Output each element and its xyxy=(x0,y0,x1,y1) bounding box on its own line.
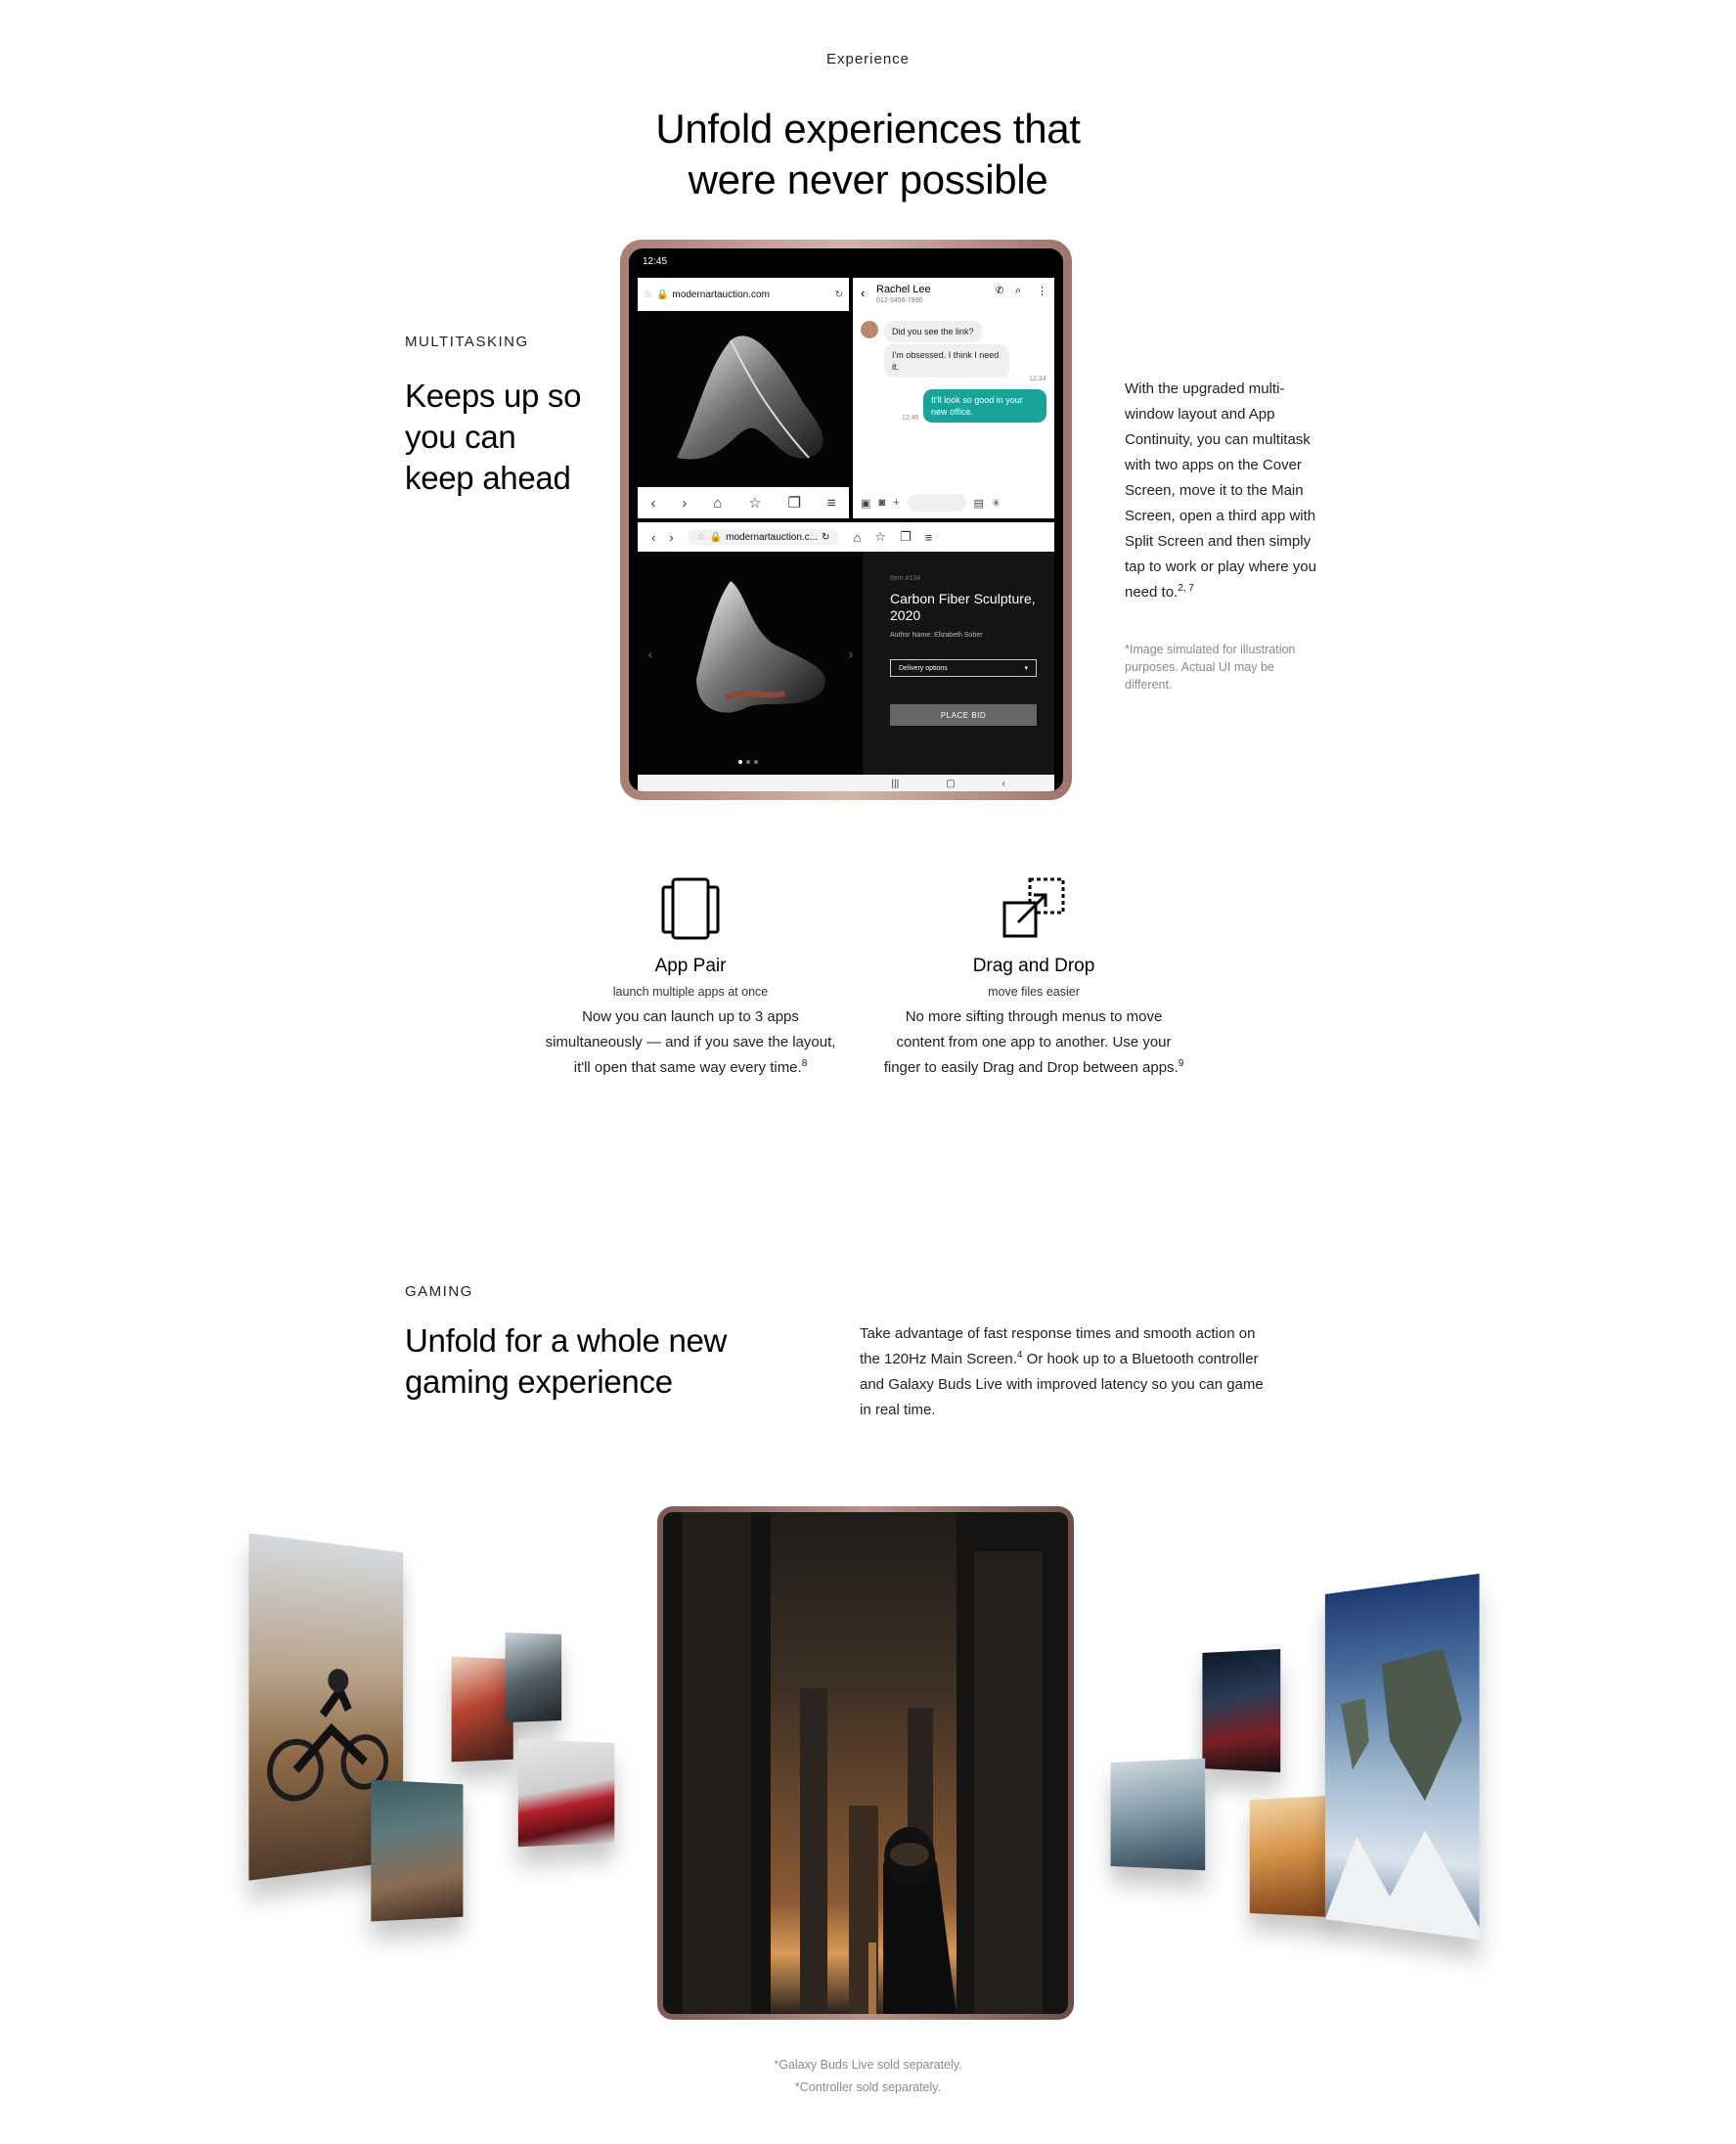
author-name: Author Name: Elizabeth Sober xyxy=(890,632,983,639)
game-tile-samurai xyxy=(506,1632,562,1722)
section-eyebrow-experience: Experience xyxy=(825,51,911,67)
forward-icon[interactable]: › xyxy=(669,529,674,545)
voice-icon[interactable]: ✳ xyxy=(991,497,1002,510)
bookmark-icon[interactable]: ☆ xyxy=(874,529,886,544)
footnote-ref[interactable]: 8 xyxy=(801,1058,808,1069)
body-line: in real time. xyxy=(860,1402,936,1418)
body-line: Screen, open a third app with xyxy=(1125,508,1316,524)
delivery-select[interactable] xyxy=(890,659,1037,677)
fold-phone-gaming xyxy=(657,1506,1074,2020)
more-icon[interactable]: ⋮ xyxy=(1037,286,1047,297)
multitasking-eyebrow: MULTITASKING xyxy=(405,334,529,350)
phone-screen xyxy=(629,248,1063,791)
home-icon[interactable]: ⌂ xyxy=(853,529,862,545)
svg-text:‹: ‹ xyxy=(647,648,653,663)
search-icon[interactable]: ⌕ xyxy=(1015,285,1022,296)
feature-body-line: content from one app to another. Use your xyxy=(896,1034,1172,1050)
page-title xyxy=(0,104,1736,205)
contact-name: Rachel Lee xyxy=(876,284,931,295)
heading-line: Unfold for a whole new xyxy=(405,1322,728,1359)
place-bid-button[interactable]: PLACE BID xyxy=(890,704,1037,726)
compose-bar xyxy=(853,489,1054,516)
lock-icon: 🔒 xyxy=(709,531,723,543)
bookmark-icon[interactable]: ☆ xyxy=(748,495,762,512)
game-tile-soldier xyxy=(1111,1759,1206,1870)
item-title-line: Carbon Fiber Sculpture, xyxy=(890,591,1036,606)
feature-title: Drag and Drop xyxy=(972,956,1095,976)
body-line: Continuity, you can multitask xyxy=(1125,431,1311,448)
camera-icon[interactable]: ◙ xyxy=(878,497,886,509)
tabs-icon[interactable]: ❐ xyxy=(899,529,912,544)
body-line-text: Or hook up to a Bluetooth controller xyxy=(1022,1351,1259,1367)
message-bubble-incoming: Did you see the link? xyxy=(884,321,982,342)
game-tile-desert-car xyxy=(1250,1796,1333,1917)
sculpture-image-2 xyxy=(638,552,863,775)
drag-and-drop-icon-svg xyxy=(1001,875,1067,942)
back-icon[interactable]: ‹ xyxy=(651,529,656,545)
gallery-icon[interactable]: ▣ xyxy=(861,497,871,510)
back-icon[interactable]: ‹ xyxy=(1002,778,1005,789)
sticker-icon[interactable]: ▤ xyxy=(973,497,984,510)
feature-body-line: Now you can launch up to 3 apps xyxy=(582,1008,799,1025)
gaming-body xyxy=(860,1321,1270,1423)
menu-icon[interactable]: ≡ xyxy=(924,529,933,545)
feature-app-pair xyxy=(534,875,847,1081)
recents-icon[interactable]: ||| xyxy=(891,778,900,789)
browser-pane-top[interactable] xyxy=(638,278,849,518)
app-pair-icon xyxy=(659,875,722,942)
feature-body xyxy=(872,1005,1195,1081)
disclaimer-line: *Image simulated for illustration xyxy=(1125,643,1296,656)
body-line-text: need to. xyxy=(1125,584,1179,601)
feature-body-line: simultaneously — and if you save the layout, xyxy=(545,1034,836,1050)
status-time: 12:45 xyxy=(643,256,668,267)
page-title-line-2: were never possible xyxy=(688,156,1048,202)
game-tile-basketball xyxy=(1202,1649,1280,1772)
feature-subtitle: launch multiple apps at once xyxy=(612,985,769,999)
feature-body-text: finger to easily Drag and Drop between apps. xyxy=(883,1059,1179,1076)
sculpture-art xyxy=(638,552,863,775)
heading-line: Keeps up so xyxy=(405,378,582,414)
page-title-line-1: Unfold experiences that xyxy=(655,106,1081,152)
multitasking-heading xyxy=(405,376,581,499)
disclaimer-line: different. xyxy=(1125,678,1173,692)
body-line: window layout and App xyxy=(1125,406,1275,423)
message-time: 12:34 xyxy=(1029,376,1046,382)
heading-line: gaming experience xyxy=(405,1363,673,1400)
footnote-ref[interactable]: 4 xyxy=(1016,1350,1023,1361)
message-input[interactable] xyxy=(908,494,966,512)
gaming-disclaimer-buds: *Galaxy Buds Live sold separately. xyxy=(774,2058,962,2072)
game-tile-floating-island xyxy=(1325,1574,1480,1940)
reload-icon[interactable]: ↻ xyxy=(834,289,843,300)
disclaimer-line: purposes. Actual UI may be xyxy=(1125,660,1274,674)
sculpture-art xyxy=(638,311,849,487)
heading-line: keep ahead xyxy=(405,460,571,496)
body-line: Screen, move it to the Main xyxy=(1125,482,1304,499)
body-line: with two apps on the Cover xyxy=(1125,457,1302,473)
body-line: With the upgraded multi- xyxy=(1125,380,1285,397)
gaming-eyebrow: GAMING xyxy=(405,1283,473,1300)
back-icon[interactable]: ‹ xyxy=(650,494,656,512)
message-time: 12:45 xyxy=(902,415,919,422)
footnote-ref[interactable]: 9 xyxy=(1178,1058,1184,1069)
feature-body-line xyxy=(872,1055,1195,1081)
app-pair-icon-svg xyxy=(659,875,722,942)
menu-icon[interactable]: ≡ xyxy=(826,494,836,512)
body-line: and Galaxy Buds Live with improved latency so you can game xyxy=(860,1376,1264,1393)
game-tile-red-city xyxy=(452,1657,513,1763)
star-icon[interactable]: ☆ xyxy=(696,531,706,543)
multitasking-body xyxy=(1125,377,1350,605)
forward-icon[interactable]: › xyxy=(682,494,688,512)
feature-body-line xyxy=(534,1055,847,1081)
star-icon[interactable]: ☆ xyxy=(644,289,652,300)
body-line: Split Screen and then simply xyxy=(1125,533,1312,550)
tabs-icon[interactable]: ❐ xyxy=(787,495,801,512)
body-line: Take advantage of fast response times and smooth action on xyxy=(860,1325,1256,1342)
gaming-screen xyxy=(663,1512,1068,2014)
body-line: tap to work or play where you xyxy=(1125,558,1316,575)
footnote-ref[interactable]: 2, 7 xyxy=(1178,583,1194,594)
sculpture-image xyxy=(638,311,849,487)
gaming-disclaimer-controller: *Controller sold separately. xyxy=(794,2080,942,2094)
feature-subtitle: move files easier xyxy=(988,985,1080,999)
browser-url-field[interactable] xyxy=(688,529,840,546)
message-bubble-outgoing: It'll look so good in your new office. xyxy=(923,389,1046,423)
body-line xyxy=(860,1347,1270,1372)
item-title xyxy=(890,591,1036,624)
item-number: Item #134 xyxy=(890,575,921,582)
fold-phone-multiwindow xyxy=(620,240,1072,800)
auction-item-panel xyxy=(863,552,1054,775)
browser-url-bar[interactable] xyxy=(644,284,843,305)
browser-nav-bar xyxy=(638,489,849,516)
messages-pane[interactable] xyxy=(853,278,1054,518)
item-title-line: 2020 xyxy=(890,607,921,623)
floating-island-art xyxy=(1325,1574,1480,1940)
feature-body-line: No more sifting through menus to move xyxy=(905,1008,1163,1025)
feature-body-text: it'll open that same way every time. xyxy=(573,1059,802,1076)
feature-body xyxy=(534,1005,847,1081)
body-line-text: the 120Hz Main Screen. xyxy=(860,1351,1017,1367)
body-line xyxy=(1125,580,1350,605)
reload-icon[interactable]: ↻ xyxy=(822,531,830,543)
gaming-heading xyxy=(405,1320,727,1403)
lock-icon: 🔒 xyxy=(655,289,669,300)
home-icon[interactable]: ⌂ xyxy=(713,494,723,512)
game-tile-wanderer xyxy=(371,1780,463,1922)
drag-and-drop-icon xyxy=(1001,875,1067,942)
browser-toolbar xyxy=(638,522,1054,552)
call-icon[interactable]: ✆ xyxy=(996,286,1004,296)
svg-text:›: › xyxy=(848,648,854,663)
heading-line: you can xyxy=(405,419,516,455)
cyber-city-art xyxy=(663,1512,1068,2014)
message-bubble-incoming: I'm obsessed. I think I need it. xyxy=(884,344,1009,378)
browser-url[interactable]: modernartauction.com xyxy=(672,289,770,300)
browser-url[interactable]: modernartauction.c... xyxy=(726,531,819,543)
game-tile-racing-car xyxy=(518,1739,614,1847)
multitasking-disclaimer xyxy=(1125,641,1340,693)
feature-drag-and-drop xyxy=(872,875,1195,1081)
avatar xyxy=(861,321,878,338)
browser-pane-bottom[interactable] xyxy=(638,522,1054,775)
chevron-left-icon[interactable]: ‹ xyxy=(861,286,866,300)
plus-icon[interactable]: + xyxy=(893,497,900,509)
home-button-icon[interactable]: ▢ xyxy=(946,778,956,789)
contact-number: 012-3456-7890 xyxy=(876,297,923,304)
chevron-down-icon: ▾ xyxy=(1024,665,1028,672)
feature-title: App Pair xyxy=(654,956,727,976)
system-nav-bar xyxy=(638,775,1054,791)
delivery-select-value: Delivery options xyxy=(899,664,948,672)
